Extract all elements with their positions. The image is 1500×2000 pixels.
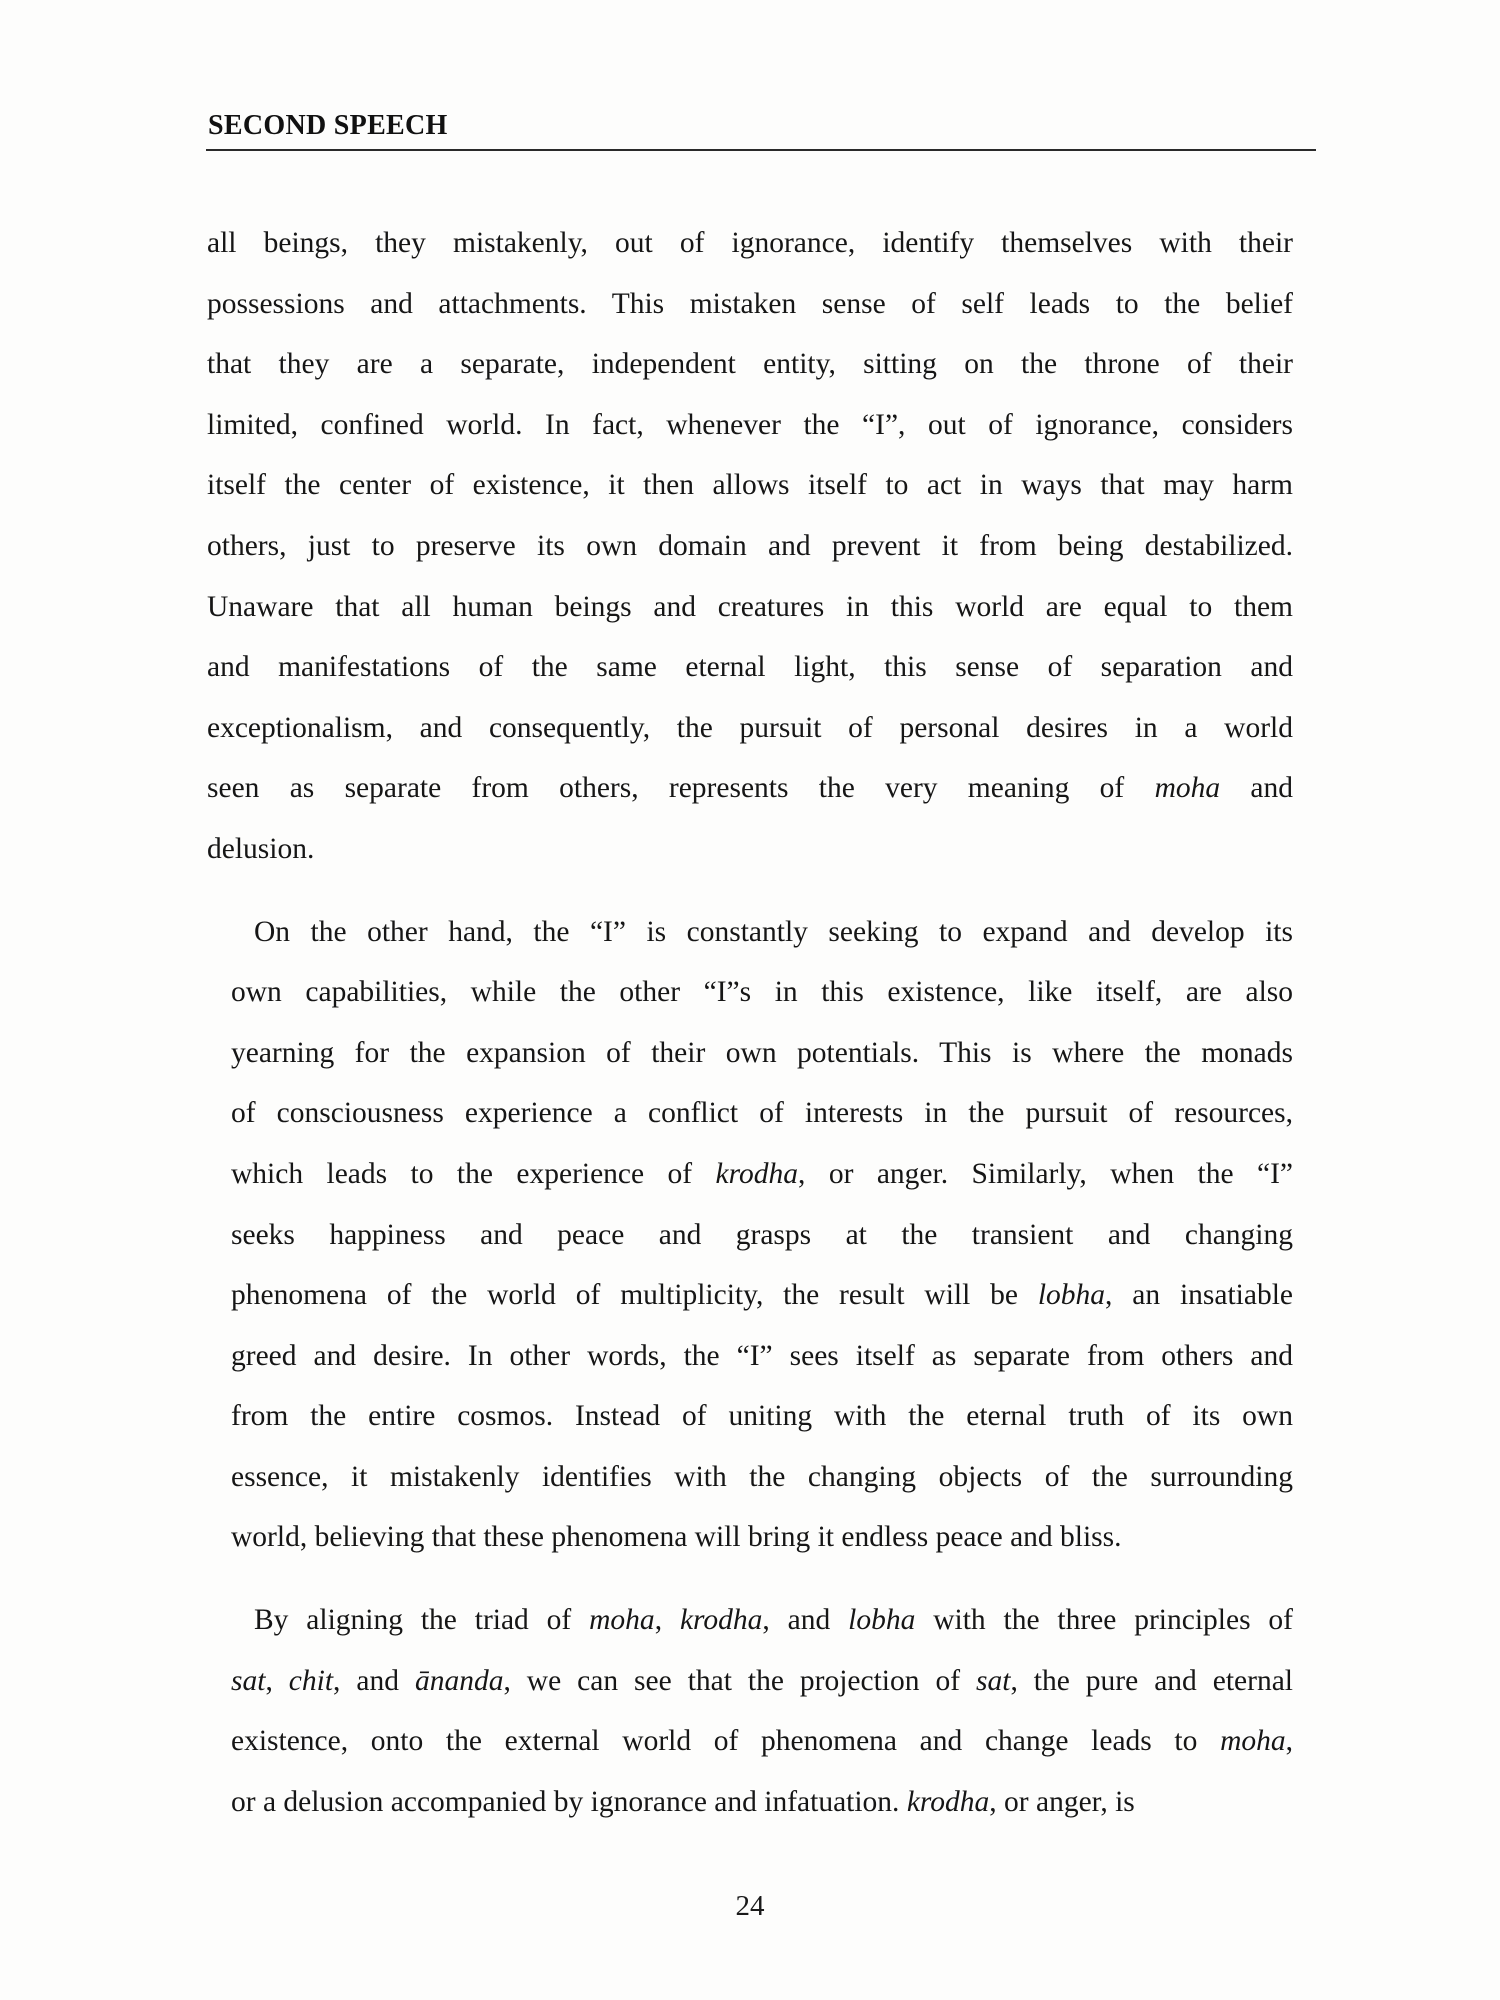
running-head: SECOND SPEECH [208, 110, 448, 141]
text-line: phenomena of the world of multiplicity, the result will be lobha, an insatiable [231, 1279, 1293, 1312]
italic-term: lobha [848, 1604, 916, 1637]
paragraph [207, 213, 1293, 880]
text-line: delusion. [207, 832, 315, 865]
text-line: of consciousness experience a conflict of interests in the pursuit of resources, [231, 1097, 1293, 1130]
italic-term: sat [231, 1664, 266, 1697]
paragraph [207, 1590, 1293, 1832]
text-line: which leads to the experience of krodha, or anger. Similarly, when the “I” [231, 1157, 1293, 1190]
text-line: limited, confined world. In fact, whenever the “I”, out of ignorance, considers [207, 408, 1293, 441]
text-line: existence, onto the external world of phenomena and change leads to moha, [231, 1725, 1293, 1758]
italic-term: moha [1220, 1725, 1286, 1758]
text-line: exceptionalism, and consequently, the pursuit of personal desires in a world [207, 711, 1293, 744]
italic-term: ānanda [414, 1664, 504, 1697]
text-line: sat, chit, and ānanda, we can see that the projection of sat, the pure and eternal [231, 1664, 1293, 1697]
italic-term: krodha [679, 1604, 763, 1637]
text-line: that they are a separate, independent entity, sitting on the throne of their [207, 348, 1293, 381]
text-line: seeks happiness and peace and grasps at the transient and changing [231, 1218, 1293, 1251]
italic-term: krodha [906, 1785, 990, 1818]
page-number: 24 [735, 1890, 765, 1922]
body-text [207, 213, 1293, 1832]
text-line: By aligning the triad of moha, krodha, and lobha with the three principles of [254, 1604, 1294, 1637]
text-line: greed and desire. In other words, the “I” sees itself as separate from others and [231, 1339, 1293, 1372]
header-rule [206, 149, 1316, 151]
italic-term: chit [288, 1664, 334, 1697]
paragraph [207, 902, 1293, 1569]
text-line: or a delusion accompanied by ignorance and infatuation. krodha, or anger, is [231, 1785, 1135, 1818]
text-line: seen as separate from others, represents the very meaning of moha and [207, 772, 1294, 805]
text-line: and manifestations of the same eternal light, this sense of separation and [207, 651, 1293, 684]
italic-term: sat [976, 1664, 1011, 1697]
text-line: Unaware that all human beings and creatures in this world are equal to them [207, 590, 1293, 623]
text-line: essence, it mistakenly identifies with the changing objects of the surrounding [231, 1460, 1293, 1493]
text-line: others, just to preserve its own domain and prevent it from being destabilized. [207, 529, 1293, 562]
italic-term: moha [589, 1604, 655, 1637]
text-line: all beings, they mistakenly, out of ignorance, identify themselves with their [207, 227, 1293, 259]
text-line: from the entire cosmos. Instead of uniting with the eternal truth of its own [231, 1400, 1293, 1433]
text-line: itself the center of existence, it then allows itself to act in ways that may harm [207, 469, 1293, 502]
text-line: world, believing that these phenomena will bring it endless peace and bliss. [231, 1521, 1122, 1554]
italic-term: krodha [715, 1157, 799, 1190]
text-line: On the other hand, the “I” is constantly seeking to expand and develop its [254, 915, 1293, 948]
text-line: possessions and attachments. This mistaken sense of self leads to the belief [207, 287, 1293, 320]
text-line: yearning for the expansion of their own potentials. This is where the monads [231, 1036, 1293, 1069]
italic-term: lobha [1037, 1279, 1106, 1312]
text-line: own capabilities, while the other “I”s in this existence, like itself, are also [231, 976, 1293, 1009]
italic-term: moha [1154, 772, 1221, 805]
